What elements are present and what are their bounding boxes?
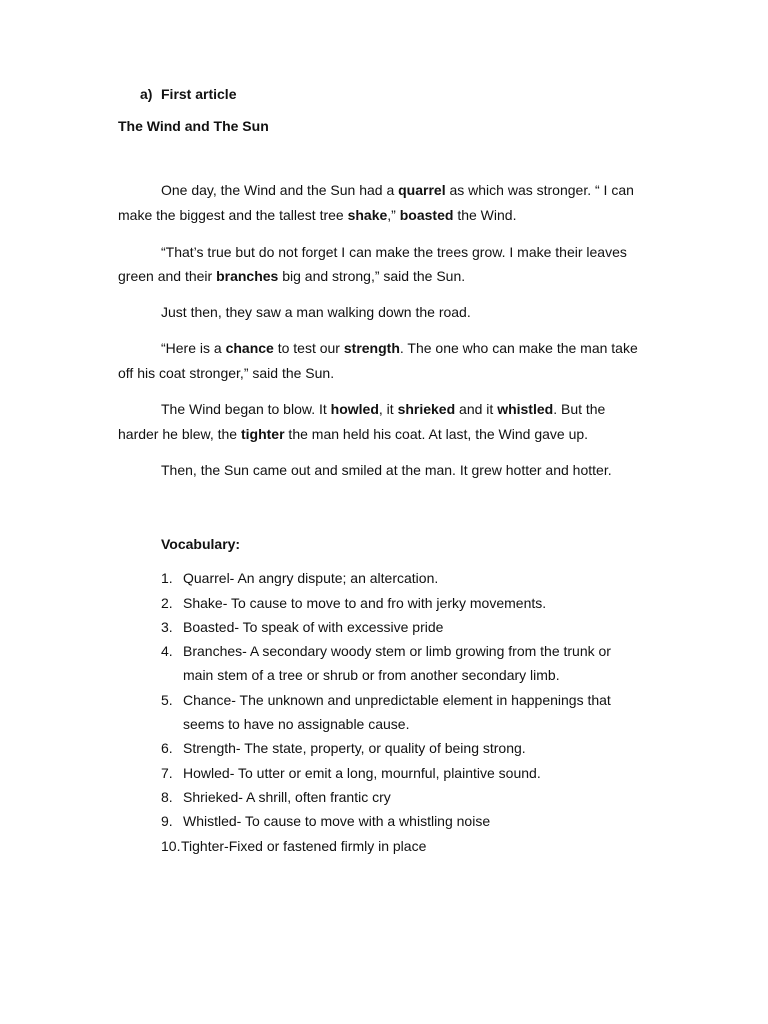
- keyword-tighter: tighter: [240, 426, 285, 442]
- keyword-whistled: whistled: [497, 401, 554, 417]
- vocabulary-item-number: 1.: [161, 570, 173, 586]
- vocabulary-item: [161, 812, 490, 830]
- vocabulary-item: [161, 618, 443, 636]
- vocabulary-item-number: 5.: [161, 692, 173, 708]
- vocabulary-item: [161, 594, 546, 612]
- section-heading-text: First article: [161, 86, 237, 102]
- story-title: The Wind and The Sun: [118, 118, 269, 134]
- vocabulary-item-number: 2.: [161, 595, 173, 611]
- vocabulary-item-continuation: main stem of a tree or shrub or from another secondary limb.: [183, 667, 560, 683]
- keyword-howled: howled: [330, 401, 379, 417]
- vocabulary-item-text: Tighter-Fixed or fastened firmly in place: [181, 838, 427, 854]
- vocabulary-item-continuation: seems to have no assignable cause.: [183, 716, 410, 732]
- story-p2-line2: green and their branches big and strong,” said the Sun.: [118, 268, 466, 284]
- vocabulary-item: [161, 569, 438, 587]
- vocabulary-item-text: Quarrel- An angry dispute; an altercation.: [183, 570, 439, 586]
- vocabulary-item-text: Howled- To utter or emit a long, mournful, plaintive sound.: [183, 765, 541, 781]
- vocabulary-item-text: Shrieked- A shrill, often frantic cry: [183, 789, 391, 805]
- section-marker: a): [140, 86, 153, 102]
- story-p4-line1: “Here is a chance to test our strength. The one who can make the man take: [161, 340, 638, 356]
- story-p5-line1: The Wind began to blow. It howled, it shrieked and it whistled. But the: [161, 401, 606, 417]
- section-heading: [140, 85, 236, 103]
- vocabulary-item: [161, 837, 426, 855]
- vocabulary-item-text: Whistled- To cause to move with a whistling noise: [183, 813, 491, 829]
- keyword-strength: strength: [343, 340, 400, 356]
- vocabulary-item-text: Branches- A secondary woody stem or limb growing from the trunk or: [183, 643, 611, 659]
- keyword-chance: chance: [225, 340, 274, 356]
- story-p2-line1: “That’s true but do not forget I can make the trees grow. I make their leaves: [161, 244, 627, 260]
- keyword-branches: branches: [216, 268, 279, 284]
- keyword-boasted: boasted: [399, 207, 454, 223]
- vocabulary-item: [161, 788, 391, 806]
- vocabulary-item: [161, 691, 611, 709]
- vocabulary-title: Vocabulary:: [161, 536, 241, 552]
- vocabulary-item-number: 3.: [161, 619, 173, 635]
- vocabulary-item-text: Strength- The state, property, or quality of being strong.: [183, 740, 526, 756]
- keyword-quarrel: quarrel: [398, 182, 446, 198]
- story-p5-line2: harder he blew, the tighter the man held his coat. At last, the Wind gave up.: [118, 426, 589, 442]
- vocabulary-item: [161, 642, 611, 660]
- vocabulary-item-number: 4.: [161, 643, 173, 659]
- story-p1-line2: make the biggest and the tallest tree shake,” boasted the Wind.: [118, 207, 517, 223]
- vocabulary-item-number: 9.: [161, 813, 173, 829]
- vocabulary-item-number: 10.: [161, 838, 181, 854]
- story-p3: Just then, they saw a man walking down the road.: [161, 304, 471, 320]
- keyword-shrieked: shrieked: [397, 401, 456, 417]
- vocabulary-item-number: 6.: [161, 740, 173, 756]
- story-p6: Then, the Sun came out and smiled at the man. It grew hotter and hotter.: [161, 462, 612, 478]
- vocabulary-item: [161, 739, 526, 757]
- vocabulary-item-text: Shake- To cause to move to and fro with jerky movements.: [183, 595, 547, 611]
- vocabulary-item-number: 7.: [161, 765, 173, 781]
- vocabulary-item-text: Boasted- To speak of with excessive pride: [183, 619, 444, 635]
- story-p1-line1: One day, the Wind and the Sun had a quarrel as which was stronger. “ I can: [161, 182, 634, 198]
- vocabulary-item-number: 8.: [161, 789, 173, 805]
- vocabulary-item: [161, 764, 541, 782]
- keyword-shake: shake: [347, 207, 388, 223]
- vocabulary-item-text: Chance- The unknown and unpredictable element in happenings that: [183, 692, 611, 708]
- story-p4-line2: off his coat stronger,” said the Sun.: [118, 365, 335, 381]
